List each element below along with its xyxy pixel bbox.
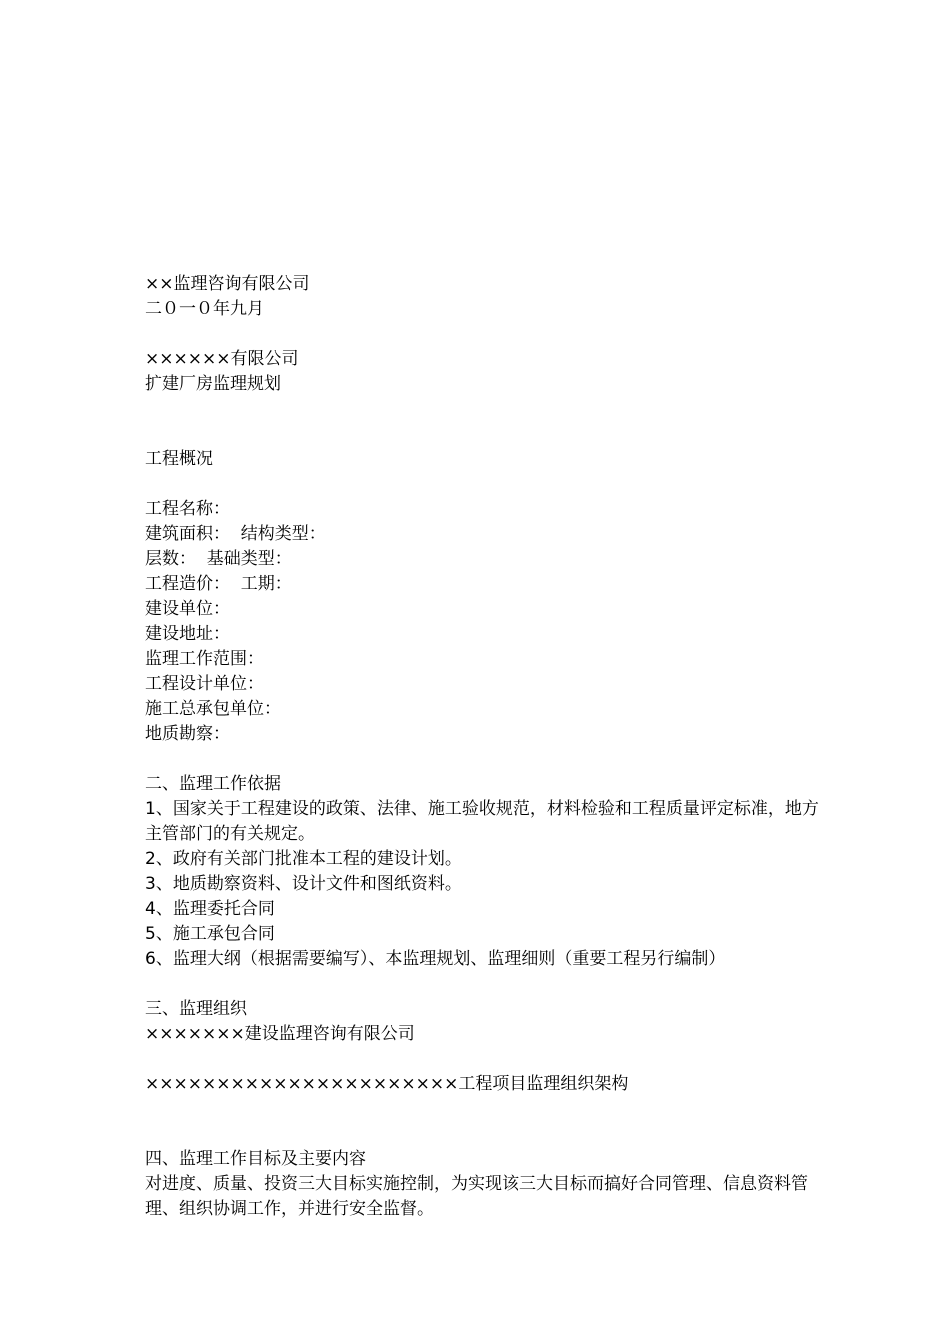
- basis-item: 3、地质勘察资料、设计文件和图纸资料。: [145, 874, 462, 894]
- basis-item: 1、国家关于工程建设的政策、法律、施工验收规范，材料检验和工程质量评定标准，地方主管部门的有关规定。: [145, 799, 819, 844]
- field-survey: 地质勘察：: [145, 724, 230, 744]
- section4-heading: 四、监理工作目标及主要内容: [145, 1149, 366, 1169]
- spacer: [145, 747, 825, 772]
- cover-company: ××监理咨询有限公司: [145, 274, 310, 294]
- field-scope: 监理工作范围：: [145, 649, 264, 669]
- spacer: [145, 972, 825, 997]
- field-address: 建设地址：: [145, 624, 230, 644]
- supervision-company: ×××××××建设监理咨询有限公司: [145, 1024, 415, 1044]
- spacer: [145, 397, 825, 447]
- section3-heading: 三、监理组织: [145, 999, 247, 1019]
- org-chart-title: ××××××××××××××××××××××工程项目监理组织架构: [145, 1074, 629, 1094]
- client-name: ××××××有限公司: [145, 349, 299, 369]
- spacer: [145, 472, 825, 497]
- cover-date: 二０一０年九月: [145, 299, 264, 319]
- section4-body: 对进度、质量、投资三大目标实施控制，为实现该三大目标而搞好合同管理、信息资料管理、组织协调工作，并进行安全监督。: [145, 1174, 808, 1219]
- spacer: [145, 1047, 825, 1072]
- spacer: [145, 1097, 825, 1147]
- basis-item: 4、监理委托合同: [145, 899, 275, 919]
- field-project-name: 工程名称：: [145, 499, 230, 519]
- field-cost-duration: 工程造价： 工期：: [145, 574, 292, 594]
- section1-heading: 工程概况: [145, 449, 213, 469]
- spacer: [145, 322, 825, 347]
- field-owner: 建设单位：: [145, 599, 230, 619]
- document-title: 扩建厂房监理规划: [145, 374, 281, 394]
- field-designer: 工程设计单位：: [145, 674, 264, 694]
- section2-heading: 二、监理工作依据: [145, 774, 281, 794]
- field-floors-foundation: 层数： 基础类型：: [145, 549, 292, 569]
- field-contractor: 施工总承包单位：: [145, 699, 281, 719]
- basis-item: 2、政府有关部门批准本工程的建设计划。: [145, 849, 462, 869]
- document-body: [145, 272, 825, 1222]
- field-area-structure: 建筑面积： 结构类型：: [145, 524, 326, 544]
- basis-item: 6、监理大纲（根据需要编写）、本监理规划、监理细则（重要工程另行编制）: [145, 949, 726, 969]
- basis-item: 5、施工承包合同: [145, 924, 275, 944]
